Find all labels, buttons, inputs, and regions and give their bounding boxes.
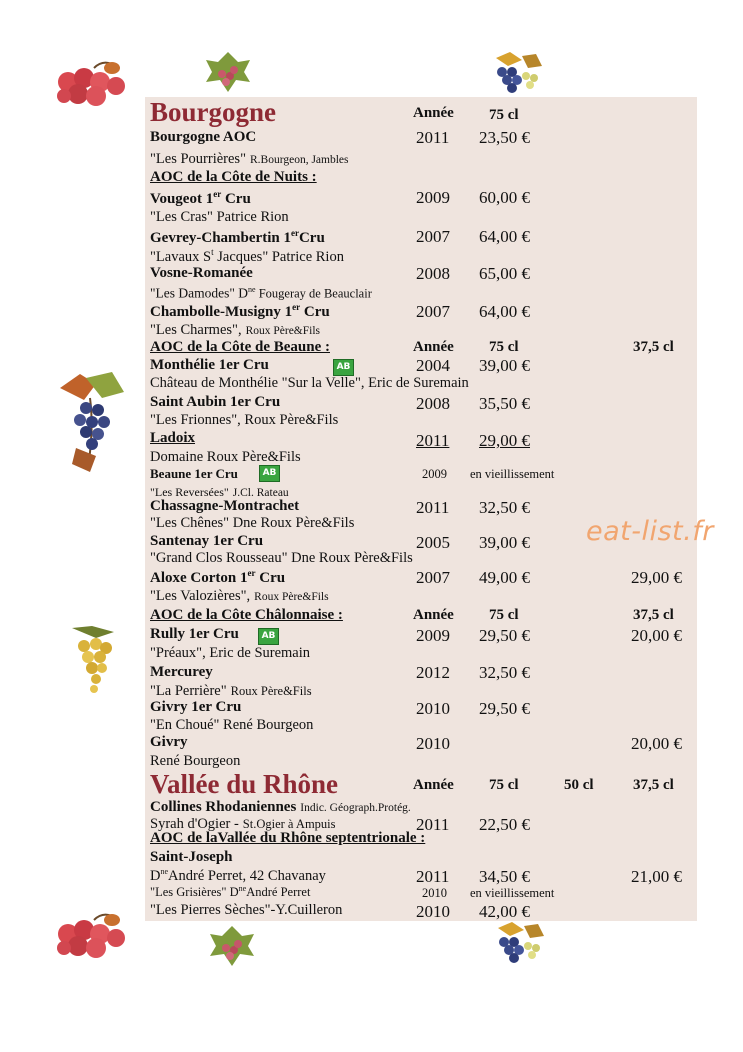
column-header-50cl: 50 cl [564, 777, 594, 793]
wine-producer: "Les Pourrières" R.Bourgeon, Jambles [150, 151, 349, 167]
wine-year: 2009 [416, 626, 450, 645]
wine-name: Beaune 1er Cru [150, 466, 238, 481]
wine-year: 2008 [416, 394, 450, 413]
wine-producer: Château de Monthélie "Sur la Velle", Eric de Suremain [150, 375, 469, 391]
wine-year: 2010 [416, 734, 450, 753]
column-header-37cl: 37,5 cl [633, 607, 674, 623]
organic-label-icon: AB [259, 465, 280, 482]
red-grapes-icon [54, 58, 130, 108]
wine-price-75cl: 22,50 € [479, 815, 530, 834]
column-header-year: Année [413, 607, 454, 623]
wine-price-75cl: 42,00 € [479, 902, 530, 921]
wine-year: 2011 [416, 815, 450, 834]
wine-producer: René Bourgeon [150, 753, 241, 769]
wine-price-75cl: en vieillissement [470, 467, 555, 481]
wine-name: Mercurey [150, 664, 213, 680]
subsection-cote-de-beaune: AOC de la Côte de Beaune : [150, 339, 330, 355]
watermark: eat-list.fr [586, 516, 714, 547]
wine-year: 2007 [416, 568, 450, 587]
wine-year: 2004 [416, 356, 450, 375]
wine-producer: "Les Damodes" $D^{ne}$ Fougeray de Beauclair [150, 285, 372, 301]
grape-leaf-icon [202, 48, 254, 96]
wine-producer: $D^{ne}André$ Perret, 42 Chavanay [150, 867, 326, 884]
column-header-year: Année [413, 339, 454, 355]
column-header-75cl: 75 cl [489, 107, 519, 123]
wine-year: 2011 [416, 867, 450, 886]
wine-year: 2010 [422, 886, 447, 900]
wine-price-75cl: 32,50 € [479, 663, 530, 682]
wine-price-37cl: 20,00 € [631, 734, 682, 753]
column-header-37cl: 37,5 cl [633, 777, 674, 793]
wine-producer: "Les Charmes", Roux Père&Fils [150, 322, 321, 338]
wine-name: Collines Rhodaniennes Indic. Géograph.Protég. [150, 799, 411, 815]
subsection-rhone-septentrionale: AOC de laVallée du Rhône septentrionale : [150, 830, 426, 846]
wine-price-75cl: 65,00 € [479, 264, 530, 283]
wine-name: Saint-Joseph [150, 849, 233, 865]
wine-producer: "En Choué" René Bourgeon [150, 717, 314, 733]
wine-year: 2011 [416, 431, 450, 450]
wine-year: 2007 [416, 227, 450, 246]
subsection-cote-de-nuits: AOC de la Côte de Nuits : [150, 169, 317, 185]
wine-producer: "Les Frionnes", Roux Père&Fils [150, 412, 339, 428]
wine-price-37cl: 20,00 € [631, 626, 682, 645]
organic-label-icon: AB [333, 359, 354, 376]
organic-label-icon: AB [258, 628, 279, 645]
wine-year: 2008 [416, 264, 450, 283]
wine-producer: Domaine Roux Père&Fils [150, 449, 301, 465]
column-header-75cl: 75 cl [489, 777, 519, 793]
column-header-75cl: 75 cl [489, 607, 519, 623]
wine-year: 2007 [416, 302, 450, 321]
wine-name: Monthélie 1er Cru [150, 357, 269, 373]
wine-producer: "Les Valozières", Roux Père&Fils [150, 588, 329, 604]
wine-price-75cl: 29,50 € [479, 699, 530, 718]
subsection-cote-chalonnaise: AOC de la Côte Châlonnaise : [150, 607, 343, 623]
blue-grapes-icon [486, 50, 548, 96]
column-header-year: Année [413, 105, 454, 121]
wine-name: Givry [150, 734, 188, 750]
wine-year: 2005 [416, 533, 450, 552]
wine-name: Givry 1er Cru [150, 699, 242, 715]
wine-producer: "Grand Clos Rousseau" Dne Roux Père&Fils [150, 550, 413, 566]
wine-year: 2010 [416, 699, 450, 718]
wine-name: Gevrey-Chambertin 1erCru [150, 228, 325, 246]
wine-name: Bourgogne AOC [150, 129, 257, 145]
wine-price-75cl: 39,00 € [479, 533, 530, 552]
column-header-year: Année [413, 777, 454, 793]
wine-price-75cl: 34,50 € [479, 867, 530, 886]
wine-price-75cl: 29,00 € [479, 431, 530, 450]
wine-price-75cl: 60,00 € [479, 188, 530, 207]
wine-price-75cl: 64,00 € [479, 227, 530, 246]
wine-name: Rully 1er Cru [150, 626, 239, 642]
wine-name: Saint Aubin 1er Cru [150, 394, 281, 410]
wine-producer: "Lavaux $S^t$ Jacques" Patrice Rion [150, 247, 344, 265]
wine-price-75cl: 32,50 € [479, 498, 530, 517]
wine-producer: "Préaux", Eric de Suremain [150, 645, 311, 661]
wine-producer: Syrah d'Ogier - St.Ogier à Ampuis [150, 816, 336, 832]
wine-name: Vougeot 1er Cru [150, 189, 251, 207]
wine-year: 2009 [416, 188, 450, 207]
wine-year: 2012 [416, 663, 450, 682]
wine-year: 2011 [416, 128, 450, 147]
wine-price-75cl: 49,00 € [479, 568, 530, 587]
section-title-bourgogne: Bourgogne [150, 97, 277, 127]
wine-price-75cl: 64,00 € [479, 302, 530, 321]
wine-price-75cl: 29,50 € [479, 626, 530, 645]
wine-producer: "Les Reversées" J.Cl. Rateau [150, 485, 289, 499]
wine-year: 2009 [422, 467, 447, 481]
wine-producer: "Les Grisières" $D^{ne}André$ Perret [150, 884, 311, 900]
wine-price-75cl: 39,00 € [479, 356, 530, 375]
wine-price-37cl: 29,00 € [631, 568, 682, 587]
wine-name: Chassagne-Montrachet [150, 498, 300, 514]
wine-producer: "Les Chênes" Dne Roux Père&Fils [150, 515, 355, 531]
wine-price-75cl: 23,50 € [479, 128, 530, 147]
red-grapes-icon [54, 910, 130, 960]
blue-grapes-icon [488, 920, 550, 966]
wine-producer: "Les Cras" Patrice Rion [150, 209, 289, 225]
wine-name: Aloxe Corton 1er Cru [150, 568, 286, 586]
wine-name: Ladoix [150, 430, 196, 446]
section-title-rhone: Vallée du Rhône [150, 769, 339, 799]
wine-price-75cl: 35,50 € [479, 394, 530, 413]
grape-vine-icon [50, 368, 130, 476]
wine-price-37cl: 21,00 € [631, 867, 682, 886]
wine-producer: "Les Pierres Sèches"-Y.Cuilleron [150, 902, 343, 918]
wine-year: 2010 [416, 902, 450, 921]
column-header-37cl: 37,5 cl [633, 339, 674, 355]
grape-leaf-icon [206, 922, 258, 970]
white-grapes-icon [66, 624, 120, 702]
wine-name: Santenay 1er Cru [150, 533, 264, 549]
wine-price-75cl: en vieillissement [470, 886, 555, 900]
wine-name: Vosne-Romanée [150, 265, 253, 281]
wine-name: Chambolle-Musigny 1er Cru [150, 302, 330, 320]
wine-year: 2011 [416, 498, 450, 517]
column-header-75cl: 75 cl [489, 339, 519, 355]
wine-producer: "La Perrière" Roux Père&Fils [150, 683, 312, 699]
